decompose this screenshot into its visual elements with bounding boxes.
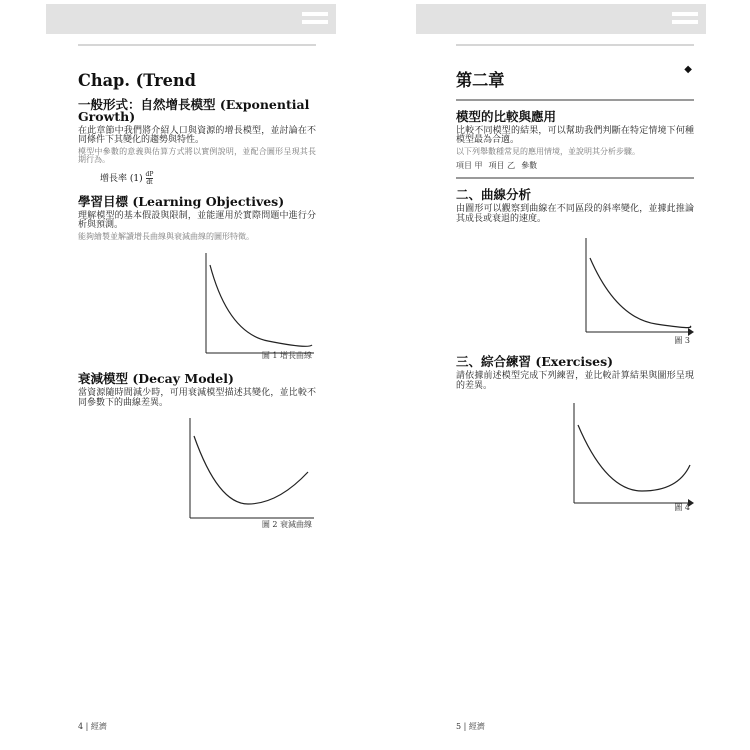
left-section-2-para-2: 能夠繪製並解讀增長曲線與衰減曲線的圖形特徵。	[78, 231, 254, 241]
list-item: 參數	[521, 161, 538, 171]
right-chapter-rule	[456, 99, 694, 101]
right-header-band	[416, 4, 706, 34]
left-section-1-para-2: 模型中參數的意義與估算方式將以實例說明，並配合圖形呈現其長期行為。	[78, 146, 316, 165]
left-section-3-heading: 衰減模型 (Decay Model)	[78, 371, 234, 387]
left-formula	[100, 171, 316, 186]
right-section-2-heading: 二、曲線分析	[456, 187, 532, 203]
right-section-2-para-1: 由圖形可以觀察到曲線在不同區段的斜率變化，並據此推論其成長或衰退的速度。	[456, 204, 694, 224]
left-section-3-para-1: 當資源隨時間減少時，可用衰減模型描述其變化，並比較不同參數下的曲線差異。	[78, 388, 316, 408]
left-figure-2-caption: 圖 2 衰減曲線	[261, 520, 312, 530]
left-section-1-para-1: 在此章節中我們將介紹人口與資源的增長模型，並討論在不同條件下其變化的趨勢與特性。	[78, 126, 316, 146]
list-item: 項目 甲	[456, 161, 483, 171]
left-section-2-heading: 學習目標 (Learning Objectives)	[78, 194, 285, 209]
left-chapter-title: Chap. (Trend	[78, 71, 196, 91]
right-section-1-para-1: 比較不同模型的結果，可以幫助我們判斷在特定情境下何種模型最為合適。	[456, 126, 694, 146]
exercise-curve-figure	[456, 395, 694, 513]
right-section-3-para-1: 請依據前述模型完成下列練習，並比較計算結果與圖形呈現的差異。	[456, 371, 694, 391]
left-header-band	[46, 4, 336, 34]
right-section-rule	[456, 177, 694, 179]
formula-fraction: $\frac{dP}{dt}$	[145, 171, 154, 186]
right-section-1-heading: 模型的比較與應用	[456, 109, 557, 124]
formula-label: 增長率 (1)	[100, 174, 143, 184]
right-figure-3-caption: 圖 3	[674, 336, 690, 346]
left-figure-1	[78, 245, 316, 363]
left-page-number: 4 | 經濟	[78, 722, 107, 731]
right-chapter-title: 第二章	[456, 71, 505, 91]
arrow-axis-figure	[456, 228, 694, 346]
right-page	[456, 44, 694, 734]
growth-curve-figure	[78, 245, 316, 363]
left-page	[78, 44, 316, 734]
right-section-3-heading: 三、綜合練習 (Exercises)	[456, 354, 614, 370]
publisher-logo-icon: ◆	[684, 64, 692, 75]
right-figure-3	[456, 228, 694, 346]
left-section-2-para-1: 理解模型的基本假設與限制，並能運用於實際問題中進行分析與預測。	[78, 211, 316, 231]
right-section-1-para-2: 以下列舉數種常見的應用情境，並說明其分析步驟。	[456, 146, 640, 156]
left-figure-2	[78, 412, 316, 530]
decay-curve-figure	[78, 412, 316, 530]
right-item-list	[456, 160, 694, 171]
right-rule	[456, 44, 694, 46]
right-figure-4	[456, 395, 694, 513]
left-section-1-heading: 一般形式：自然增長模型 (Exponential Growth)	[78, 97, 310, 124]
left-rule	[78, 44, 316, 46]
left-figure-1-caption: 圖 1 增長曲線	[261, 351, 312, 361]
list-item: 項目 乙	[488, 161, 516, 171]
right-figure-4-caption: 圖 4	[674, 503, 690, 513]
right-page-number: 5 | 經濟	[456, 722, 485, 731]
